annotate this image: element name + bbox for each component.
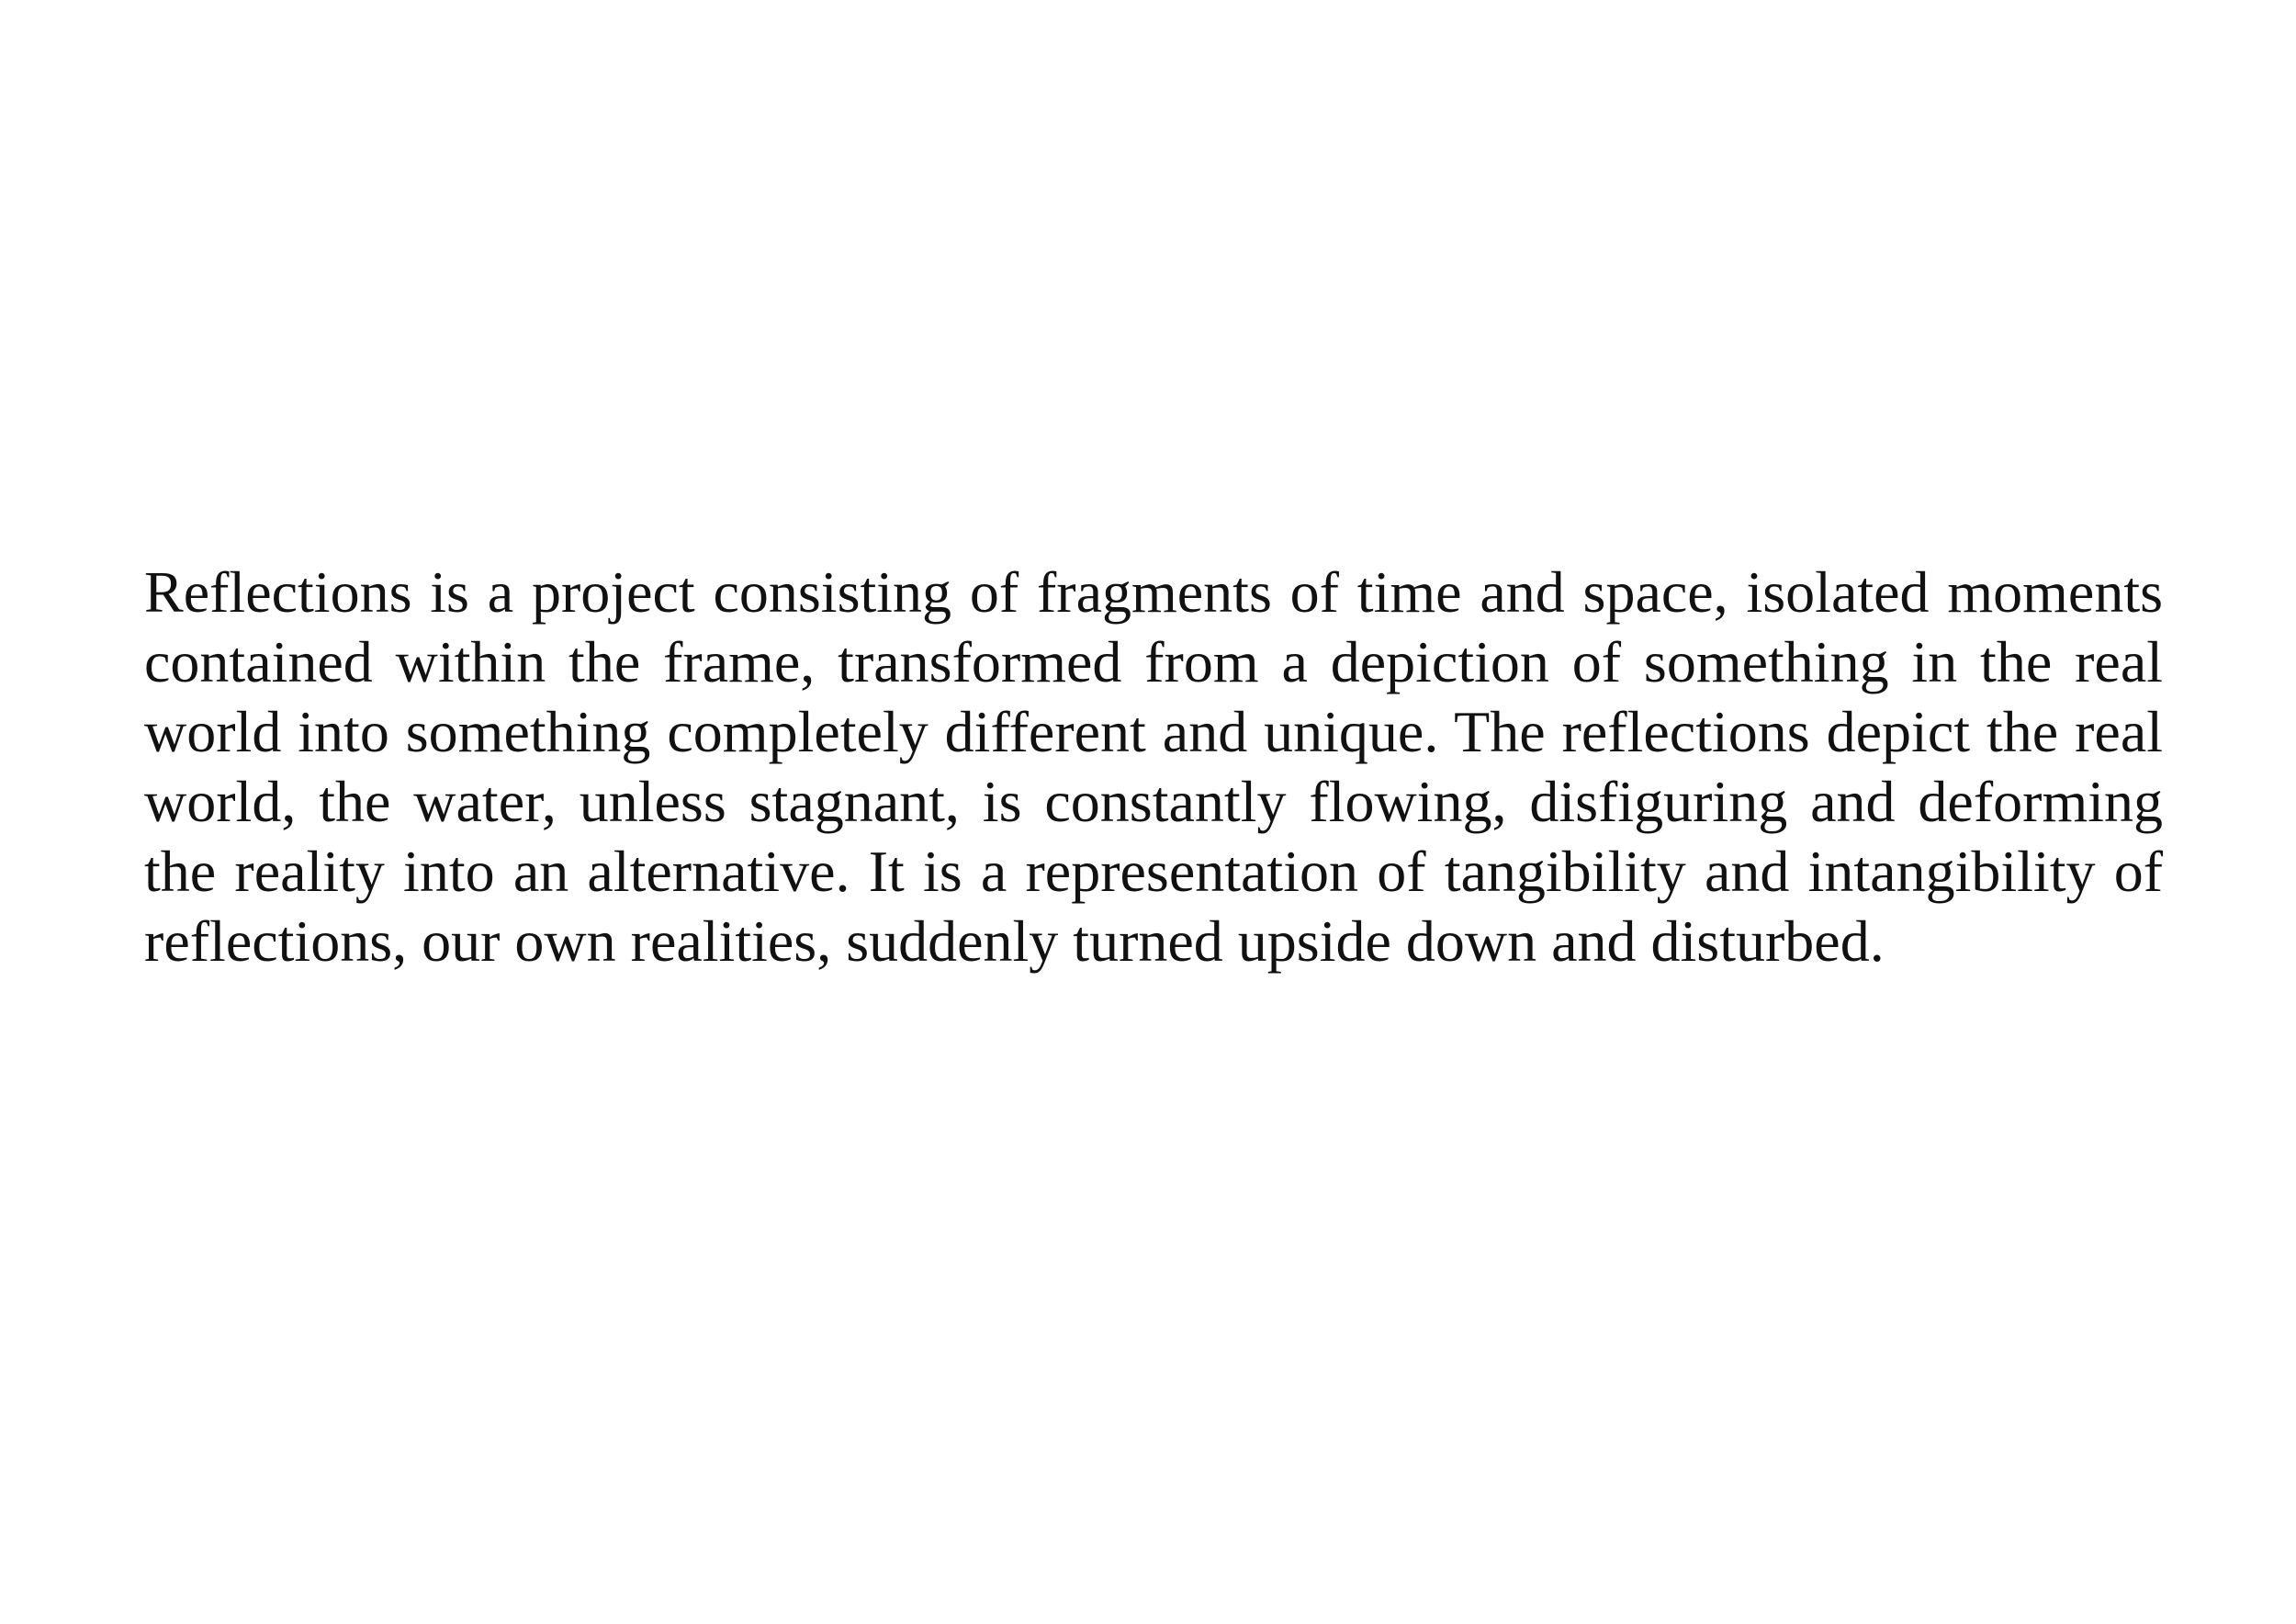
project-statement-paragraph: Reflections is a project consisting of fragments of time and space, isolated moments contained within the frame, transformed from a depiction of something in the real world into something completely different and unique. The reflections depict the real world, the water, unless stagnant, is constantly flowing, disfiguring and deforming the reality into an alternative. It is a representation of tangibility and intangibility of reflections, our own realities, suddenly turned upside down and disturbed. (144, 559, 2163, 974)
